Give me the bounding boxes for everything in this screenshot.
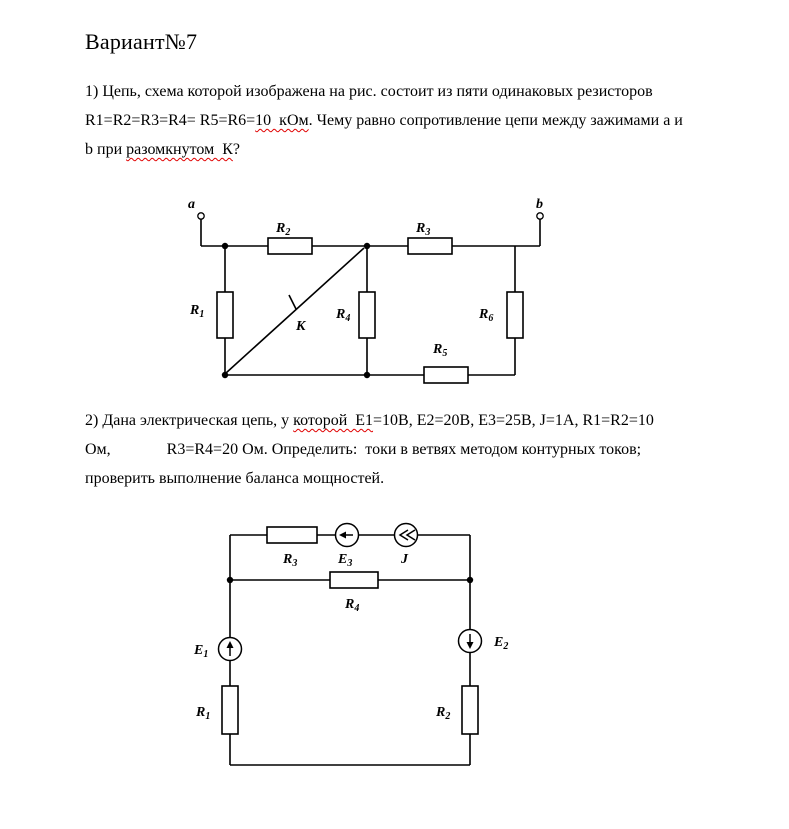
circuit2-rails [230, 535, 470, 765]
resistor-r1-box [217, 292, 233, 338]
text-segment: =10В, Е2=20В, Е3=25В, J=1А, R1=R2=10 [373, 412, 654, 429]
label-r2: $R_2$ [276, 221, 291, 238]
problem2-line3 [85, 464, 785, 493]
label-r6: $R_6$ [479, 307, 494, 324]
resistor-r5-box [424, 367, 468, 383]
circuit2-wires [230, 535, 470, 765]
label-e2: $E_2$ [494, 635, 509, 652]
label-e1: $E_1$ [194, 643, 209, 660]
terminal-b-label: b [536, 197, 543, 212]
text-segment: R1=R2=R3=R4= R5=R6= [85, 112, 256, 129]
node-dot [222, 372, 228, 378]
text-segment: 2) Дана электрическая цепь, у [85, 412, 294, 429]
resistor-r4-box [330, 572, 378, 588]
problem1-line1 [85, 77, 775, 106]
text-segment: b при [85, 141, 127, 158]
node-dot [222, 243, 228, 249]
circuit2-sources [219, 524, 482, 661]
problem2-line1 [85, 406, 785, 435]
misspelled-text: которой Е1 [293, 412, 374, 429]
label-j: J [401, 552, 408, 567]
switch-k-tick [289, 295, 296, 309]
problem1-line2 [85, 106, 775, 135]
label-r1: $R_1$ [196, 705, 211, 722]
problem2-text [85, 406, 785, 493]
problem2-line2 [85, 435, 785, 464]
resistor-r3-box [267, 527, 317, 543]
label-r4: $R_4$ [345, 597, 360, 614]
label-r5: $R_5$ [433, 342, 448, 359]
text-segment: проверить выполнение баланса мощностей. [85, 470, 385, 487]
node-dot [364, 243, 370, 249]
circuit1-resistors [217, 238, 523, 383]
text-segment: 1) Цепь, схема которой изображена на рис. состоит из пяти одинаковых резисторов [85, 83, 653, 100]
node-dot [227, 577, 233, 583]
text-segment: ? [232, 141, 240, 158]
circuit-diagram-1 [185, 192, 555, 402]
label-r4: $R_4$ [336, 307, 351, 324]
label-e3: $E_3$ [338, 552, 353, 569]
switch-k-label: К [296, 319, 306, 334]
node-dot [467, 577, 473, 583]
circuit-diagram-2 [180, 510, 520, 780]
node-dot [364, 372, 370, 378]
terminal-a [198, 213, 204, 219]
resistor-r6-box [507, 292, 523, 338]
terminal-b [537, 213, 543, 219]
resistor-r4-box [359, 292, 375, 338]
misspelled-text: разомкнутом К [126, 141, 233, 158]
label-r3: $R_3$ [416, 221, 431, 238]
misspelled-text: 10 кОм [255, 112, 309, 129]
label-r1: $R_1$ [190, 303, 205, 320]
text-segment: Ом, R3=R4=20 Ом. Определить: токи в ветвях методом контурных токов; [85, 441, 642, 458]
resistor-r2-box [268, 238, 312, 254]
terminal-a-label: a [188, 197, 195, 212]
resistor-r2-box [462, 686, 478, 734]
label-r3: $R_3$ [283, 552, 298, 569]
resistor-r3-box [408, 238, 452, 254]
resistor-r1-box [222, 686, 238, 734]
page-title: Вариант№7 [85, 29, 198, 54]
text-segment: . Чему равно сопротивление цепи между зажимами a и [308, 112, 683, 129]
problem1-text [85, 77, 775, 164]
label-r2: $R_2$ [436, 705, 451, 722]
problem1-line3 [85, 135, 775, 164]
